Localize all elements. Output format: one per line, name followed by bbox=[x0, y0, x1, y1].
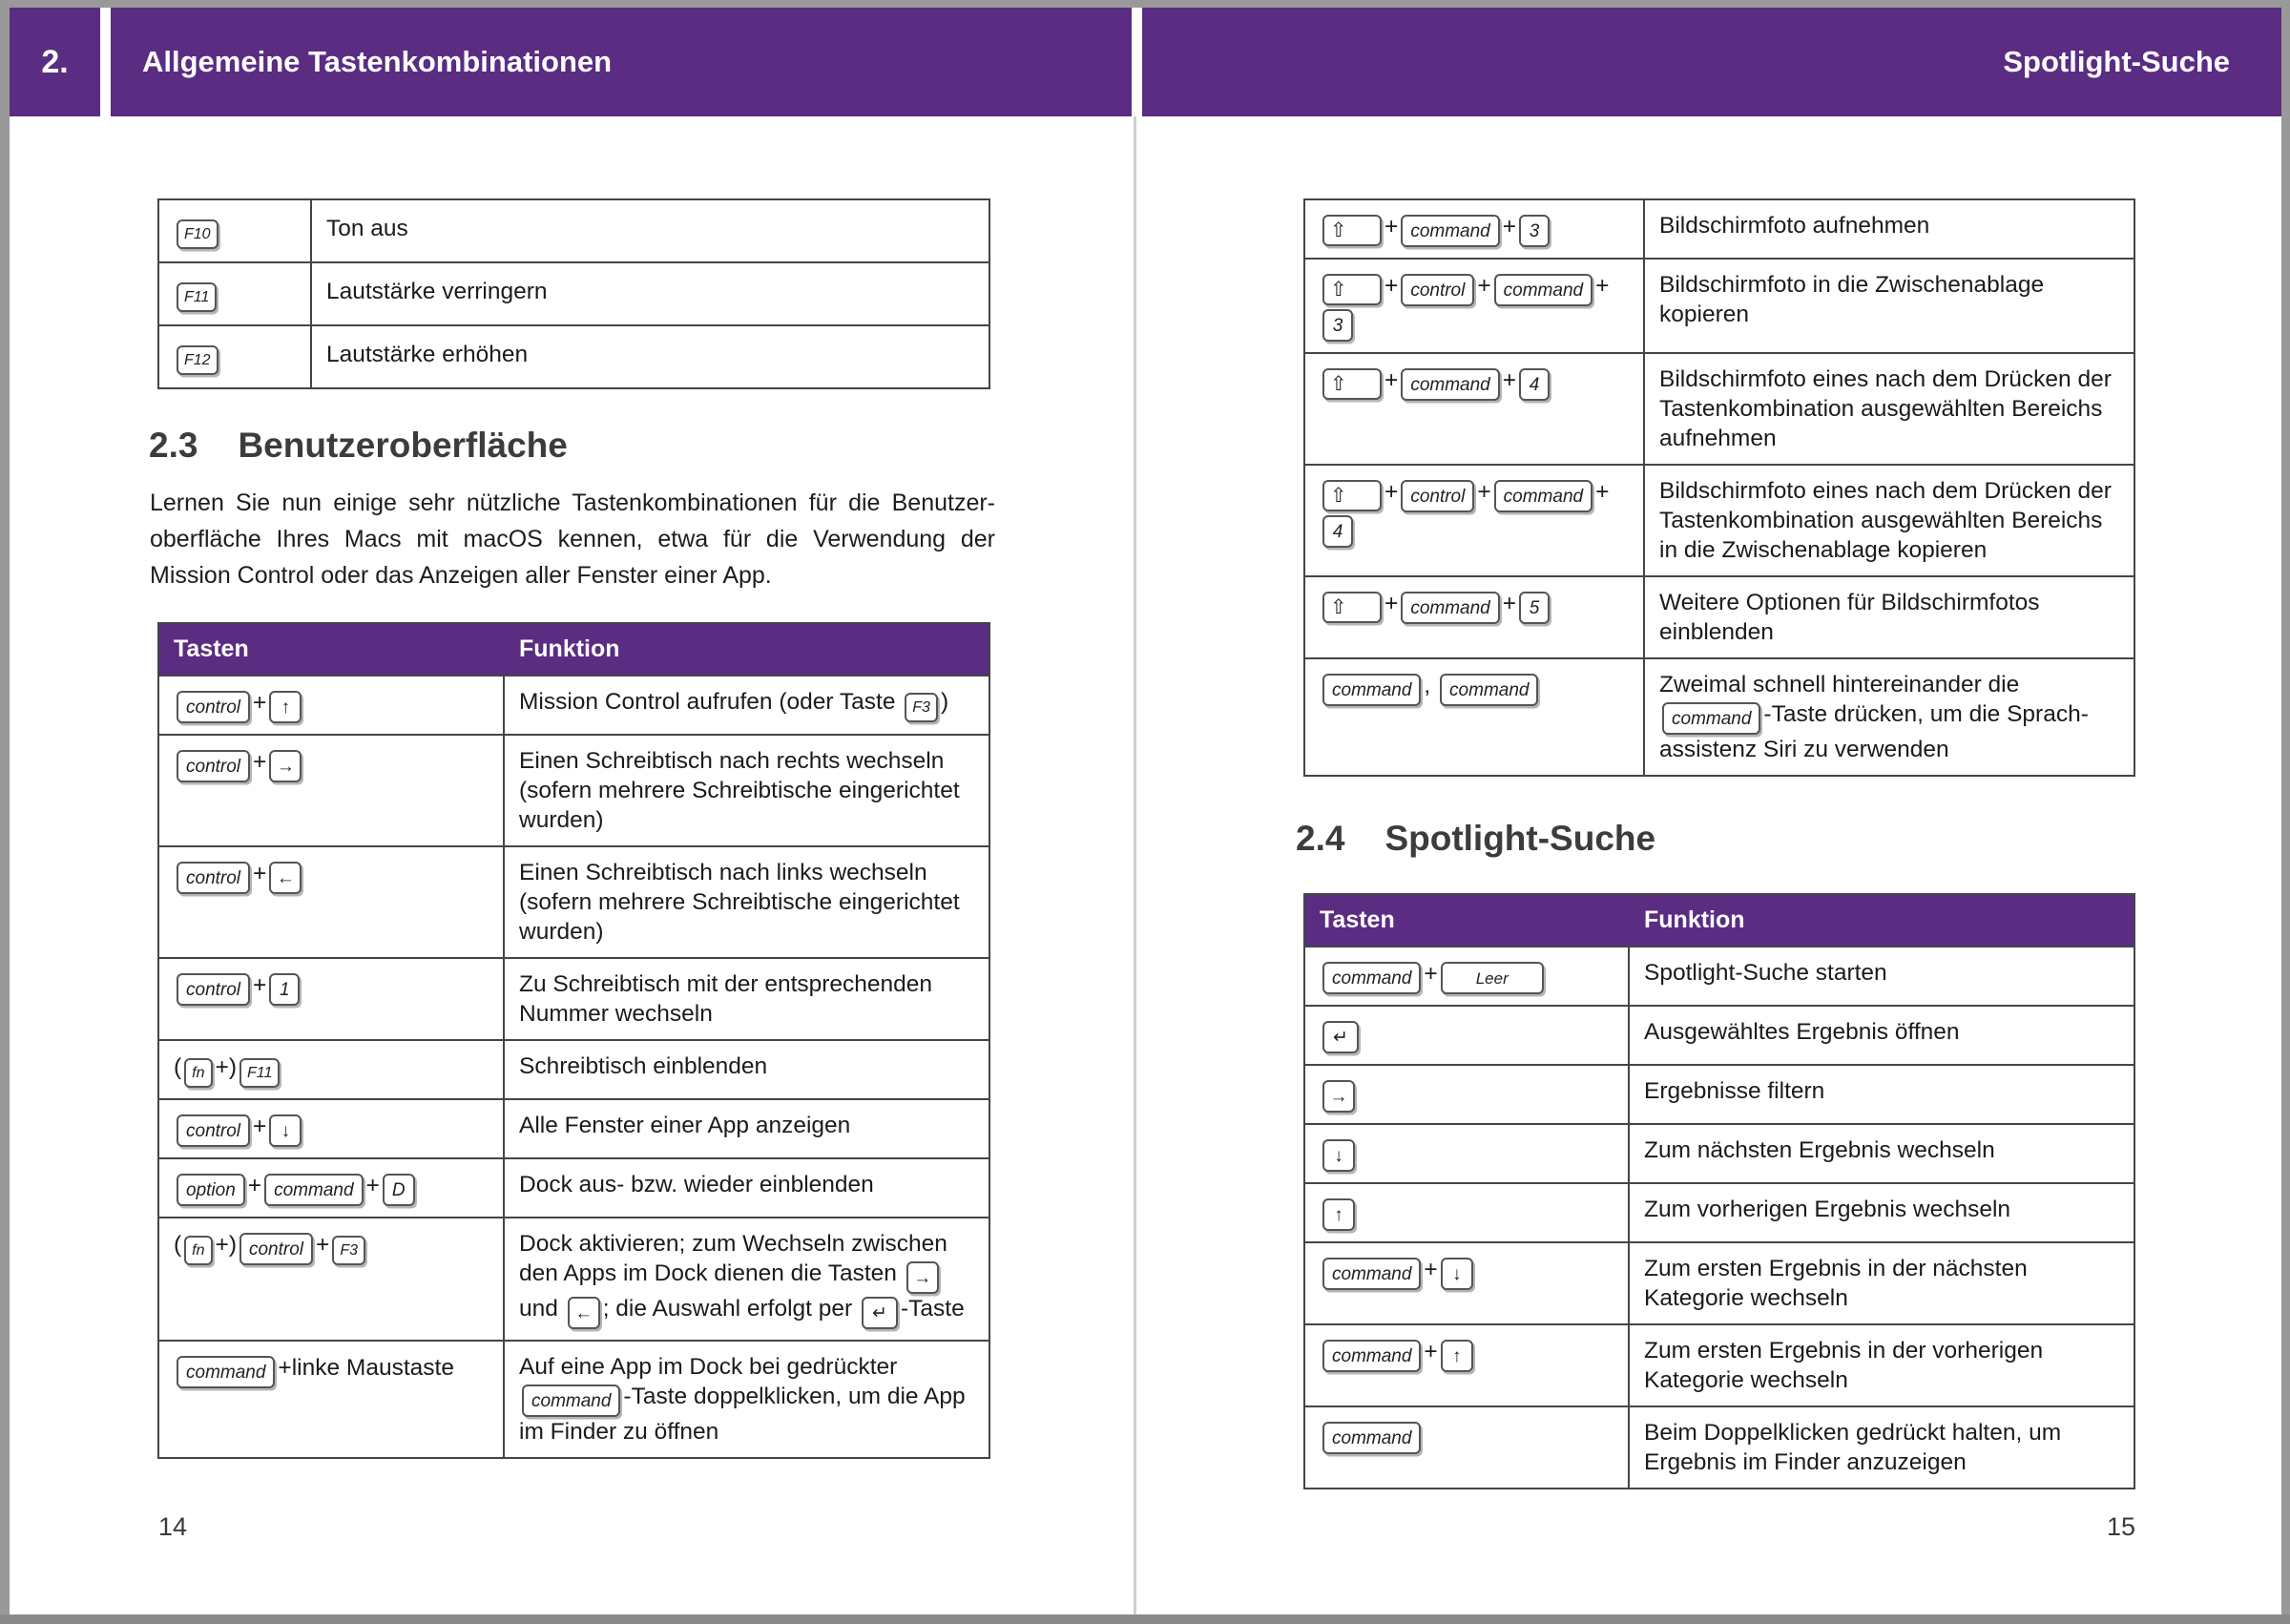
screenshot-shortcuts-table bbox=[1303, 198, 2135, 777]
shift-key: ⇧ bbox=[1322, 480, 1382, 511]
function-cell: Zu Schreibtisch mit der entsprechenden Nummer wechseln bbox=[519, 971, 933, 1027]
table-row bbox=[159, 675, 989, 734]
shift-key: ⇧ bbox=[1322, 215, 1382, 246]
keys-cell: ( fn +) control + F3 bbox=[159, 1218, 505, 1340]
function-cell: Dock aktivieren; zum Wechseln zwischen den Apps im Dock dienen die Tasten → und ← ; die Auswahl erfolgt per ↵ -Taste bbox=[505, 1218, 989, 1340]
keys-cell: ⇧ + command + 5 bbox=[1305, 577, 1645, 657]
table-row bbox=[159, 1039, 989, 1098]
arrow-up-key: ↑ bbox=[1441, 1340, 1473, 1372]
command-key: command bbox=[264, 1174, 363, 1206]
table-row bbox=[1305, 1241, 2134, 1323]
arrow-down-key: ↓ bbox=[1441, 1258, 1473, 1290]
function-cell: Ergebnisse filtern bbox=[1644, 1078, 1825, 1104]
keys-cell bbox=[159, 200, 312, 261]
table-row bbox=[159, 734, 989, 845]
keys-cell: ( fn +) F11 bbox=[159, 1041, 505, 1098]
command-key: command bbox=[1322, 1258, 1421, 1290]
section-title: Spotlight-Suche bbox=[1384, 819, 1656, 858]
control-key: control bbox=[239, 1233, 313, 1265]
control-key: control bbox=[177, 1114, 250, 1147]
keys-cell: ⇧ + command + 4 bbox=[1305, 354, 1645, 464]
arrow-up-key: ↑ bbox=[269, 691, 302, 723]
column-header: Funktion bbox=[519, 635, 620, 662]
command-key: command bbox=[1322, 962, 1421, 994]
table-row bbox=[159, 1217, 989, 1340]
table-row bbox=[1305, 200, 2134, 258]
column-header: Tasten bbox=[174, 635, 249, 662]
f3-key: F3 bbox=[905, 693, 938, 722]
arrow-up-key: ↑ bbox=[1322, 1198, 1355, 1231]
command-key: command bbox=[1494, 274, 1593, 306]
table-header-row bbox=[159, 624, 989, 675]
keys-cell bbox=[1305, 1125, 1630, 1182]
command-key: command bbox=[177, 1356, 275, 1388]
function-cell: Ton aus bbox=[326, 216, 408, 241]
shift-key: ⇧ bbox=[1322, 368, 1382, 400]
arrow-left-key: ← bbox=[568, 1297, 600, 1329]
keys-cell bbox=[1305, 1066, 1630, 1123]
table-row bbox=[1305, 1123, 2134, 1182]
function-cell: Auf eine App im Dock bei gedrückter command -Taste doppelklicken, um die App im Finder zu öffnen bbox=[519, 1354, 966, 1445]
table-row bbox=[159, 845, 989, 957]
function-cell: Spotlight-Suche starten bbox=[1644, 960, 1887, 986]
f3-key: F3 bbox=[332, 1236, 365, 1265]
function-cell: Zum vorherigen Ergebnis wechseln bbox=[1644, 1197, 2011, 1222]
keys-cell: command + Leer bbox=[1305, 947, 1630, 1005]
function-cell: Zum ersten Ergebnis in der nächsten Kategorie wechseln bbox=[1644, 1256, 2028, 1311]
spotlight-shortcuts-table bbox=[1303, 893, 2135, 1489]
chapter-number-box bbox=[10, 8, 100, 116]
section-heading-2-3 bbox=[149, 426, 568, 466]
arrow-right-key: → bbox=[1322, 1080, 1355, 1113]
keys-cell bbox=[159, 326, 312, 387]
page-gutter bbox=[1134, 116, 1136, 1614]
keys-cell: ⇧ + control + command +3 bbox=[1305, 260, 1645, 352]
control-key: control bbox=[177, 973, 250, 1006]
table-row bbox=[1305, 575, 2134, 657]
keys-cell: option + command + D bbox=[159, 1159, 505, 1217]
keys-cell bbox=[1305, 1407, 1630, 1488]
keys-cell: ⇧ + command + 3 bbox=[1305, 200, 1645, 258]
table-row bbox=[1305, 1405, 2134, 1488]
control-key: control bbox=[177, 750, 250, 782]
four-key: 4 bbox=[1519, 368, 1550, 401]
command-key: command bbox=[1494, 480, 1593, 512]
table-row bbox=[159, 1340, 989, 1457]
keys-cell: control + 1 bbox=[159, 959, 505, 1039]
keys-cell: command +linke Maustaste bbox=[159, 1342, 505, 1457]
table-row bbox=[1305, 1323, 2134, 1405]
right-header-title: Spotlight-Suche bbox=[2003, 45, 2230, 78]
f10-key: F10 bbox=[177, 219, 219, 249]
arrow-down-key: ↓ bbox=[269, 1114, 302, 1147]
table-row bbox=[159, 1098, 989, 1157]
return-key: ↵ bbox=[1322, 1021, 1359, 1053]
keys-cell bbox=[1305, 1007, 1630, 1064]
command-key: command bbox=[1322, 1340, 1421, 1372]
table-row bbox=[1305, 1064, 2134, 1123]
column-header: Funktion bbox=[1644, 906, 1745, 933]
function-cell: Lautstärke verringern bbox=[326, 279, 548, 304]
four-key: 4 bbox=[1322, 515, 1353, 548]
scan-edge bbox=[0, 1614, 2290, 1624]
function-cell: Mission Control aufrufen (oder Taste F3 ) bbox=[505, 677, 989, 734]
section-number: 2.4 bbox=[1296, 819, 1345, 858]
function-cell: Bildschirmfoto in die Zwischenablage kopieren bbox=[1659, 272, 2045, 327]
table-row bbox=[159, 957, 989, 1039]
command-key: command bbox=[1401, 215, 1499, 247]
right-page-header bbox=[1142, 8, 2281, 116]
command-key: command bbox=[1440, 674, 1538, 706]
table-row bbox=[159, 1157, 989, 1217]
table-row bbox=[1305, 258, 2134, 352]
table-row bbox=[1305, 352, 2134, 464]
function-cell: Dock aus- bzw. wieder einblenden bbox=[519, 1172, 874, 1197]
keys-cell bbox=[1305, 1184, 1630, 1241]
f11-key: F11 bbox=[239, 1058, 280, 1088]
arrow-down-key: ↓ bbox=[1322, 1139, 1355, 1172]
section-heading-2-4 bbox=[1296, 819, 1655, 859]
control-key: control bbox=[1401, 274, 1474, 306]
d-key: D bbox=[383, 1174, 415, 1206]
command-key: command bbox=[1401, 592, 1499, 624]
function-cell: Beim Doppelklicken gedrückt halten, um Ergebnis im Finder anzuzeigen bbox=[1644, 1420, 2062, 1475]
keys-cell: ⇧ + control + command +4 bbox=[1305, 466, 1645, 575]
function-cell: Zum nächsten Ergebnis wechseln bbox=[1644, 1137, 1995, 1163]
function-cell: Bildschirmfoto aufnehmen bbox=[1659, 213, 1930, 239]
keys-cell bbox=[159, 263, 312, 324]
table-row bbox=[159, 324, 989, 387]
function-cell: Bildschirmfoto eines nach dem Drücken der Tastenkombination ausgewählten Bereichs in die Zwischenablage kopieren bbox=[1659, 478, 2112, 563]
page-number-left: 14 bbox=[158, 1512, 188, 1541]
keys-cell: command , command bbox=[1305, 659, 1645, 775]
control-key: control bbox=[1401, 480, 1474, 512]
keys-cell: command + ↓ bbox=[1305, 1243, 1630, 1323]
f11-key: F11 bbox=[177, 282, 217, 312]
return-key: ↵ bbox=[862, 1297, 898, 1329]
ui-shortcuts-table bbox=[157, 622, 990, 1459]
function-cell: Einen Schreibtisch nach rechts wechseln (sofern mehrere Schreibtische eingerichtet wurden) bbox=[519, 748, 960, 833]
arrow-right-key: → bbox=[906, 1261, 939, 1294]
left-page-header bbox=[111, 8, 1132, 116]
function-cell: Schreibtisch einblenden bbox=[519, 1053, 768, 1079]
command-key: command bbox=[1662, 702, 1760, 735]
command-key: command bbox=[522, 1385, 620, 1417]
one-key: 1 bbox=[269, 973, 300, 1006]
table-header-row bbox=[1305, 895, 2134, 946]
table-row bbox=[1305, 657, 2134, 775]
table-row bbox=[1305, 946, 2134, 1005]
function-cell: Zweimal schnell hintereinander die command -Taste drücken, um die Sprachassistenz Siri zu verwenden bbox=[1659, 672, 2089, 762]
function-keys-table bbox=[157, 198, 990, 389]
function-cell: Bildschirmfoto eines nach dem Drücken der Tastenkombination ausgewählten Bereichs aufnehmen bbox=[1659, 366, 2112, 451]
keys-cell: control + ↑ bbox=[159, 677, 505, 734]
keys-cell: control + ← bbox=[159, 847, 505, 957]
function-cell: Ausgewähltes Ergebnis öffnen bbox=[1644, 1019, 1960, 1045]
arrow-left-key: ← bbox=[269, 862, 302, 894]
section-number: 2.3 bbox=[149, 426, 198, 465]
intro-paragraph: Lernen Sie nun einige sehr nützliche Tastenkombinationen für die Benutzeroberfläche Ihres Macs mit macOS kennen, etwa für die Verwendung der Mission Control oder das Anzeigen aller Fenster einer App. bbox=[150, 489, 995, 589]
fn-key: fn bbox=[184, 1058, 212, 1088]
space-key: Leer bbox=[1441, 962, 1544, 994]
table-row bbox=[1305, 464, 2134, 575]
keys-cell: control + → bbox=[159, 736, 505, 845]
control-key: control bbox=[177, 691, 250, 723]
five-key: 5 bbox=[1519, 592, 1550, 624]
command-key: command bbox=[1401, 368, 1499, 401]
table-row bbox=[1305, 1005, 2134, 1064]
three-key: 3 bbox=[1519, 215, 1550, 247]
keys-cell: control + ↓ bbox=[159, 1100, 505, 1157]
shift-key: ⇧ bbox=[1322, 274, 1382, 305]
fn-key: fn bbox=[184, 1236, 212, 1265]
f12-key: F12 bbox=[177, 345, 219, 375]
left-header-title: Allgemeine Tastenkombinationen bbox=[142, 45, 613, 78]
control-key: control bbox=[177, 862, 250, 894]
three-key: 3 bbox=[1322, 309, 1353, 342]
function-cell: Weitere Optionen für Bildschirmfotos einblenden bbox=[1659, 590, 2040, 645]
column-header: Tasten bbox=[1320, 906, 1395, 933]
chapter-number: 2. bbox=[41, 43, 69, 80]
shift-key: ⇧ bbox=[1322, 592, 1382, 623]
function-cell: Zum ersten Ergebnis in der vorherigen Kategorie wechseln bbox=[1644, 1338, 2044, 1393]
table-row bbox=[1305, 1182, 2134, 1241]
function-cell: Lautstärke erhöhen bbox=[326, 342, 529, 367]
command-key: command bbox=[1322, 1422, 1421, 1454]
table-row bbox=[159, 261, 989, 324]
arrow-right-key: → bbox=[269, 750, 302, 782]
table-row bbox=[159, 200, 989, 261]
page-number-right: 15 bbox=[2106, 1512, 2135, 1541]
option-key: option bbox=[177, 1174, 245, 1206]
function-cell: Alle Fenster einer App anzeigen bbox=[519, 1113, 851, 1138]
command-key: command bbox=[1322, 674, 1421, 706]
section-title: Benutzeroberfläche bbox=[238, 426, 568, 465]
function-cell: Einen Schreibtisch nach links wechseln (sofern mehrere Schreibtische eingerichtet wurden) bbox=[519, 860, 960, 945]
keys-cell: command + ↑ bbox=[1305, 1325, 1630, 1405]
